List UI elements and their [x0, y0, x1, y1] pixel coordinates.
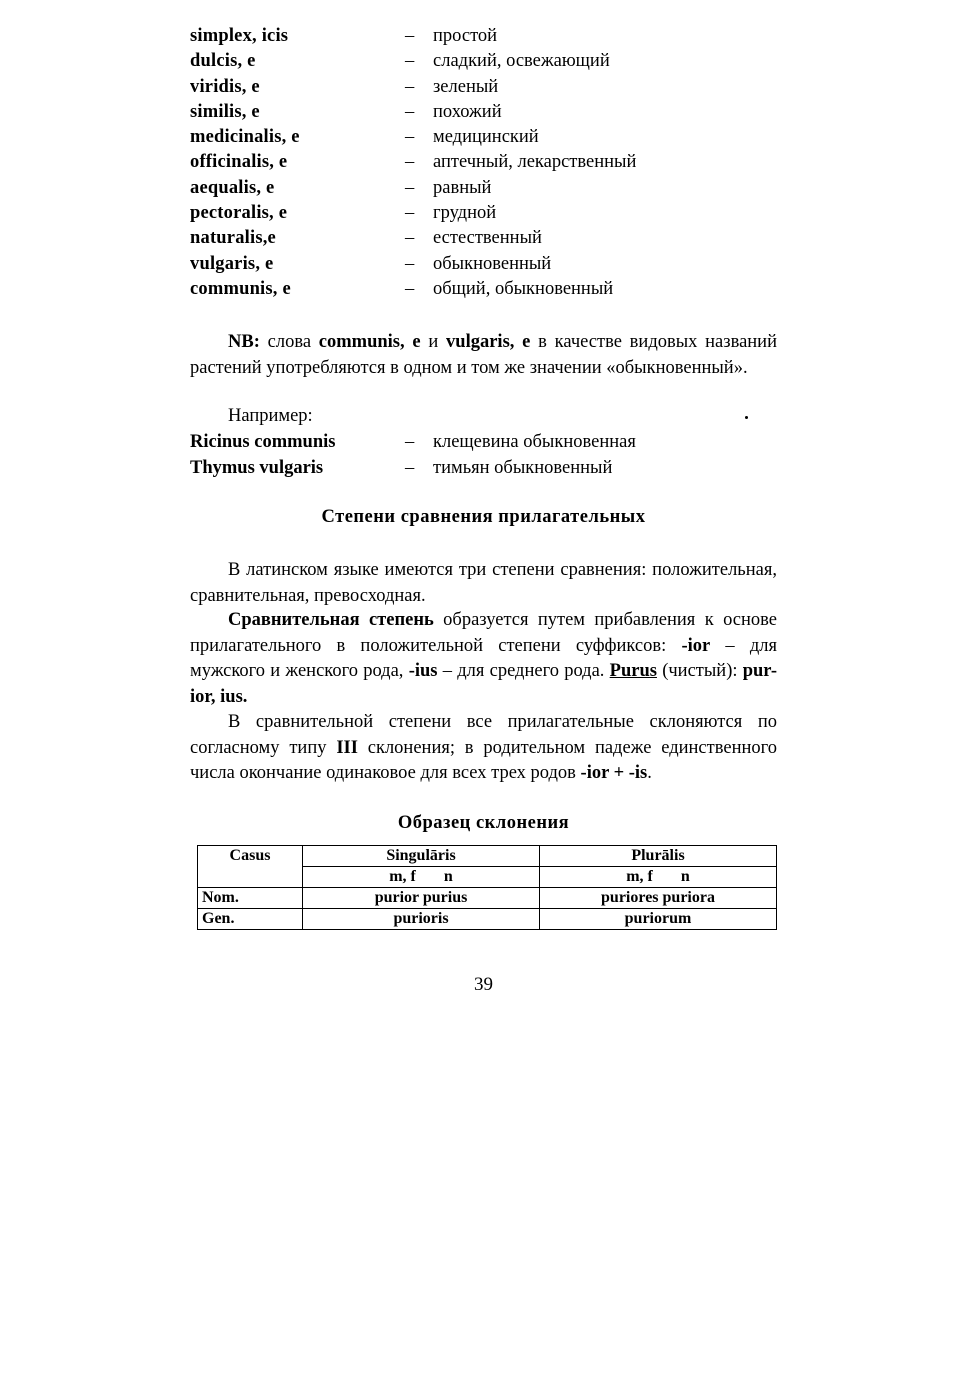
vocab-row — [190, 49, 790, 74]
vocab-row — [190, 125, 790, 150]
example-intro: Например: — [228, 406, 313, 426]
latin-term: dulcis, e — [190, 51, 256, 72]
russian-translation: зеленый — [433, 76, 499, 97]
header-casus: Casus — [198, 846, 303, 888]
nb-word-vulgaris: vulgaris, e — [446, 332, 531, 352]
subheader-singular-genders: m, f n — [303, 867, 540, 888]
nom-plural: puriores puriora — [540, 888, 777, 909]
header-pluralis: Plurālis — [540, 846, 777, 867]
russian-translation: естественный — [433, 228, 542, 249]
latin-term: communis, e — [190, 278, 291, 299]
nb-text-3: в качестве видовых названий растений употребляются в одном и том же значении «обыкновенный». — [190, 332, 777, 378]
latin-term: vulgaris, e — [190, 253, 274, 274]
russian-translation: медицинский — [433, 127, 539, 148]
vocab-row — [190, 277, 790, 302]
dash-separator: – — [405, 26, 415, 46]
nom-singular: purior purius — [303, 888, 540, 909]
suffix-ius: -ius — [408, 661, 438, 681]
dash-separator: – — [405, 203, 415, 224]
declension-table — [197, 845, 777, 930]
case-nominative: Nom. — [198, 888, 303, 909]
latin-term: naturalis,e — [190, 228, 276, 249]
russian-translation: клещевина обыкновенная — [433, 432, 636, 452]
latin-term: officinalis, e — [190, 152, 288, 173]
term-comparative: Сравнительная степень — [228, 610, 434, 630]
para2-text-3: – для среднего рода. — [437, 661, 610, 681]
example-row — [190, 456, 790, 482]
header-singularis: Singulāris — [303, 846, 540, 867]
para3-text-1: В сравнительной степени все прилагательные склоняются по согласному типу — [190, 712, 777, 758]
latin-term: medicinalis, e — [190, 127, 300, 148]
page-number: 39 — [474, 974, 493, 995]
dash-separator: – — [405, 457, 415, 478]
examples-list — [190, 430, 790, 481]
latin-term: Ricinus communis — [190, 432, 336, 452]
paragraph-degrees: В латинском языке имеются три степени сравнения: положительная, сравнительная, превосходная. — [190, 560, 777, 606]
latin-term: pectoralis, e — [190, 203, 288, 224]
russian-translation: равный — [433, 177, 492, 198]
vocab-row — [190, 24, 790, 49]
latin-term: aequalis, e — [190, 177, 275, 198]
dash-separator: – — [405, 253, 415, 274]
suffix-ior: -ior — [681, 635, 711, 656]
vocab-row — [190, 201, 790, 226]
dash-separator: – — [405, 127, 415, 148]
nb-label: NB: — [228, 332, 260, 352]
nb-text-1: слова — [259, 332, 319, 352]
russian-translation: простой — [433, 26, 498, 46]
gen-plural: puriorum — [540, 909, 777, 930]
latin-term: Thymus vulgaris — [190, 457, 324, 478]
russian-translation: сладкий, освежающий — [433, 51, 610, 72]
para3-text-2: склонения; в родительном падеже единственного числа окончание одинаковое для всех трех родов — [190, 737, 777, 783]
vocab-row — [190, 226, 790, 251]
word-purus: Purus — [609, 661, 657, 681]
para2-text-1: образуется путем прибавления к основе прилагательного в положительной степени суффиксов: — [190, 610, 777, 656]
dash-separator: – — [405, 228, 415, 249]
russian-translation: обыкновенный — [433, 253, 552, 274]
dash-separator: – — [405, 278, 415, 299]
latin-term: viridis, e — [190, 76, 260, 97]
paragraph-comparative — [190, 608, 777, 710]
vocab-row — [190, 150, 790, 175]
table-row — [198, 909, 777, 930]
vocabulary-list — [190, 24, 790, 302]
paragraph-declension — [190, 710, 777, 787]
para2-text-2: – для мужского и женского рода, — [190, 635, 777, 681]
nb-word-communis: communis, e — [318, 332, 421, 352]
russian-translation: тимьян обыкновенный — [433, 457, 613, 478]
subheader-plural-genders: m, f n — [540, 867, 777, 888]
vocab-row — [190, 100, 790, 125]
dash-separator: – — [405, 152, 415, 173]
section-heading: Степени сравнения прилагательных — [321, 507, 646, 527]
dash-separator: – — [405, 76, 415, 97]
russian-translation: грудной — [433, 203, 497, 224]
nb-text-2: и — [420, 332, 447, 352]
latin-term: similis, e — [190, 101, 260, 122]
para3-text-3: . — [647, 763, 652, 783]
table-row — [198, 888, 777, 909]
russian-translation: похожий — [433, 101, 502, 122]
vocab-row — [190, 75, 790, 100]
dash-separator: – — [405, 51, 415, 72]
declension-number: III — [336, 737, 358, 758]
para2-text-4: (чистый): — [656, 661, 743, 681]
russian-translation: аптечный, лекарственный — [433, 152, 637, 173]
vocab-row — [190, 176, 790, 201]
nb-paragraph — [190, 330, 777, 381]
dash-separator: – — [405, 432, 415, 452]
scan-speck — [745, 416, 748, 419]
russian-translation: общий, обыкновенный — [433, 278, 614, 299]
forms-purior: pur-ior, ius. — [190, 661, 777, 707]
vocab-row — [190, 252, 790, 277]
case-genitive: Gen. — [198, 909, 303, 930]
dash-separator: – — [405, 101, 415, 122]
example-row — [190, 430, 790, 456]
table-title: Образец склонения — [397, 813, 570, 833]
ending-ior-is: -ior + -is — [580, 763, 648, 783]
latin-term: simplex, icis — [190, 26, 289, 46]
gen-singular: purioris — [303, 909, 540, 930]
dash-separator: – — [405, 177, 415, 198]
